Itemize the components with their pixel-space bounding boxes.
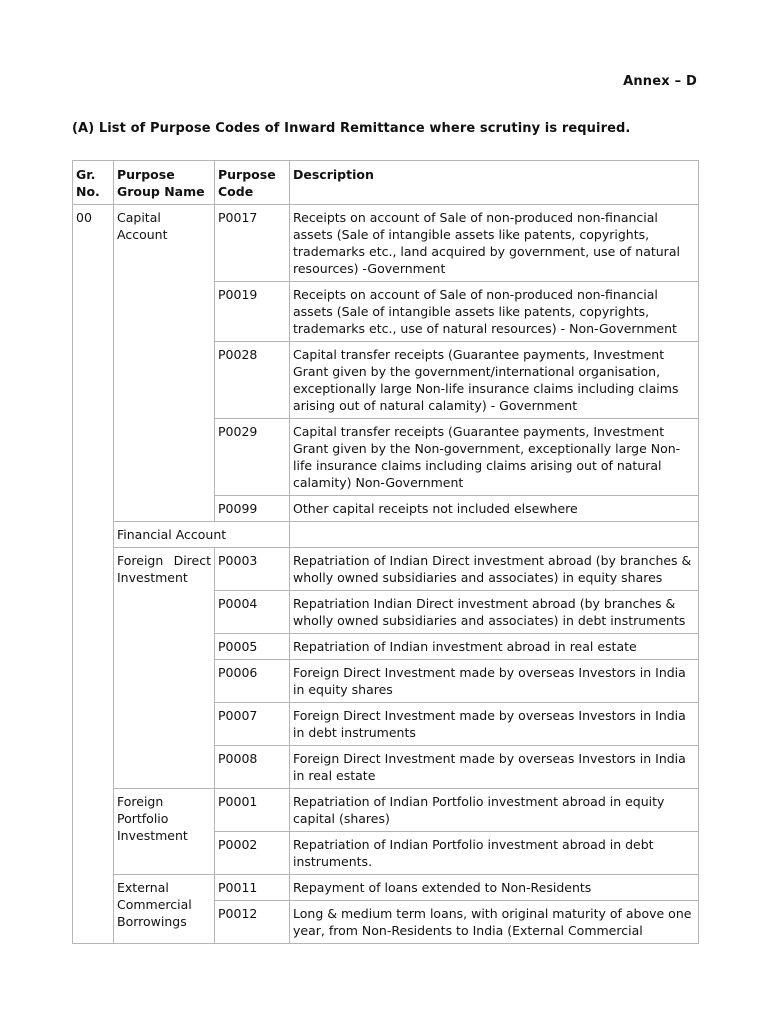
empty-cell [290,522,699,548]
header-gr-no: Gr. No. [73,161,114,205]
table-header-row [73,161,699,205]
purpose-description: Capital transfer receipts (Guarantee payments, Investment Grant given by the Non-government, exceptionally large Non-life insurance claims including claims arising out of natural calamity) Non-Government [290,419,699,496]
purpose-description: Foreign Direct Investment made by overseas Investors in India in equity shares [290,660,699,703]
purpose-description: Other capital receipts not included elsewhere [290,496,699,522]
table-row [73,205,699,282]
header-group-name: Purpose Group Name [114,161,215,205]
purpose-code: P0019 [215,282,290,342]
purpose-description: Repayment of loans extended to Non-Residents [290,875,699,901]
purpose-code: P0008 [215,746,290,789]
group-financial-account: Financial Account [114,522,290,548]
group-fdi-line1: Foreign Direct [117,553,211,568]
group-foreign-portfolio-investment: Foreign Portfolio Investment [114,789,215,875]
purpose-code: P0028 [215,342,290,419]
header-description: Description [290,161,699,205]
group-capital-account: Capital Account [114,205,215,522]
purpose-codes-table [72,160,699,944]
purpose-code: P0017 [215,205,290,282]
purpose-code: P0006 [215,660,290,703]
purpose-code: P0005 [215,634,290,660]
purpose-code: P0002 [215,832,290,875]
purpose-description: Capital transfer receipts (Guarantee payments, Investment Grant given by the government/international organisation, exceptionally large Non-life insurance claims including claims arising out of natural calamity) - Government [290,342,699,419]
purpose-description: Repatriation Indian Direct investment abroad (by branches & wholly owned subsidiaries and associates) in debt instruments [290,591,699,634]
purpose-code: P0012 [215,901,290,944]
table-row [73,548,699,591]
group-external-commercial-borrowings: External Commercial Borrowings [114,875,215,944]
purpose-code: P0011 [215,875,290,901]
header-purpose-code: Purpose Code [215,161,290,205]
purpose-description: Foreign Direct Investment made by overseas Investors in India in debt instruments [290,703,699,746]
table-row [73,875,699,901]
purpose-code: P0099 [215,496,290,522]
purpose-description: Receipts on account of Sale of non-produced non-financial assets (Sale of intangible assets like patents, copyrights, trademarks etc., land acquired by government, use of natural resources) -Government [290,205,699,282]
purpose-code: P0029 [215,419,290,496]
annex-label: Annex – D [623,74,697,89]
purpose-description: Repatriation of Indian Portfolio investment abroad in debt instruments. [290,832,699,875]
purpose-description: Repatriation of Indian Portfolio investment abroad in equity capital (shares) [290,789,699,832]
purpose-code: P0004 [215,591,290,634]
purpose-description: Repatriation of Indian investment abroad in real estate [290,634,699,660]
group-foreign-direct-investment [114,548,215,789]
gr-no-cell: 00 [73,205,114,944]
purpose-description: Long & medium term loans, with original maturity of above one year, from Non-Residents to India (External Commercial [290,901,699,944]
page-title: (A) List of Purpose Codes of Inward Remittance where scrutiny is required. [72,121,631,136]
purpose-code: P0001 [215,789,290,832]
purpose-description: Foreign Direct Investment made by overseas Investors in India in real estate [290,746,699,789]
purpose-code: P0003 [215,548,290,591]
group-fdi-line2: Investment [117,570,188,585]
table-row [73,522,699,548]
purpose-description: Repatriation of Indian Direct investment abroad (by branches & wholly owned subsidiaries and associates) in equity shares [290,548,699,591]
purpose-code: P0007 [215,703,290,746]
table-row [73,789,699,832]
purpose-description: Receipts on account of Sale of non-produced non-financial assets (Sale of intangible assets like patents, copyrights, trademarks etc., use of natural resources) - Non-Government [290,282,699,342]
